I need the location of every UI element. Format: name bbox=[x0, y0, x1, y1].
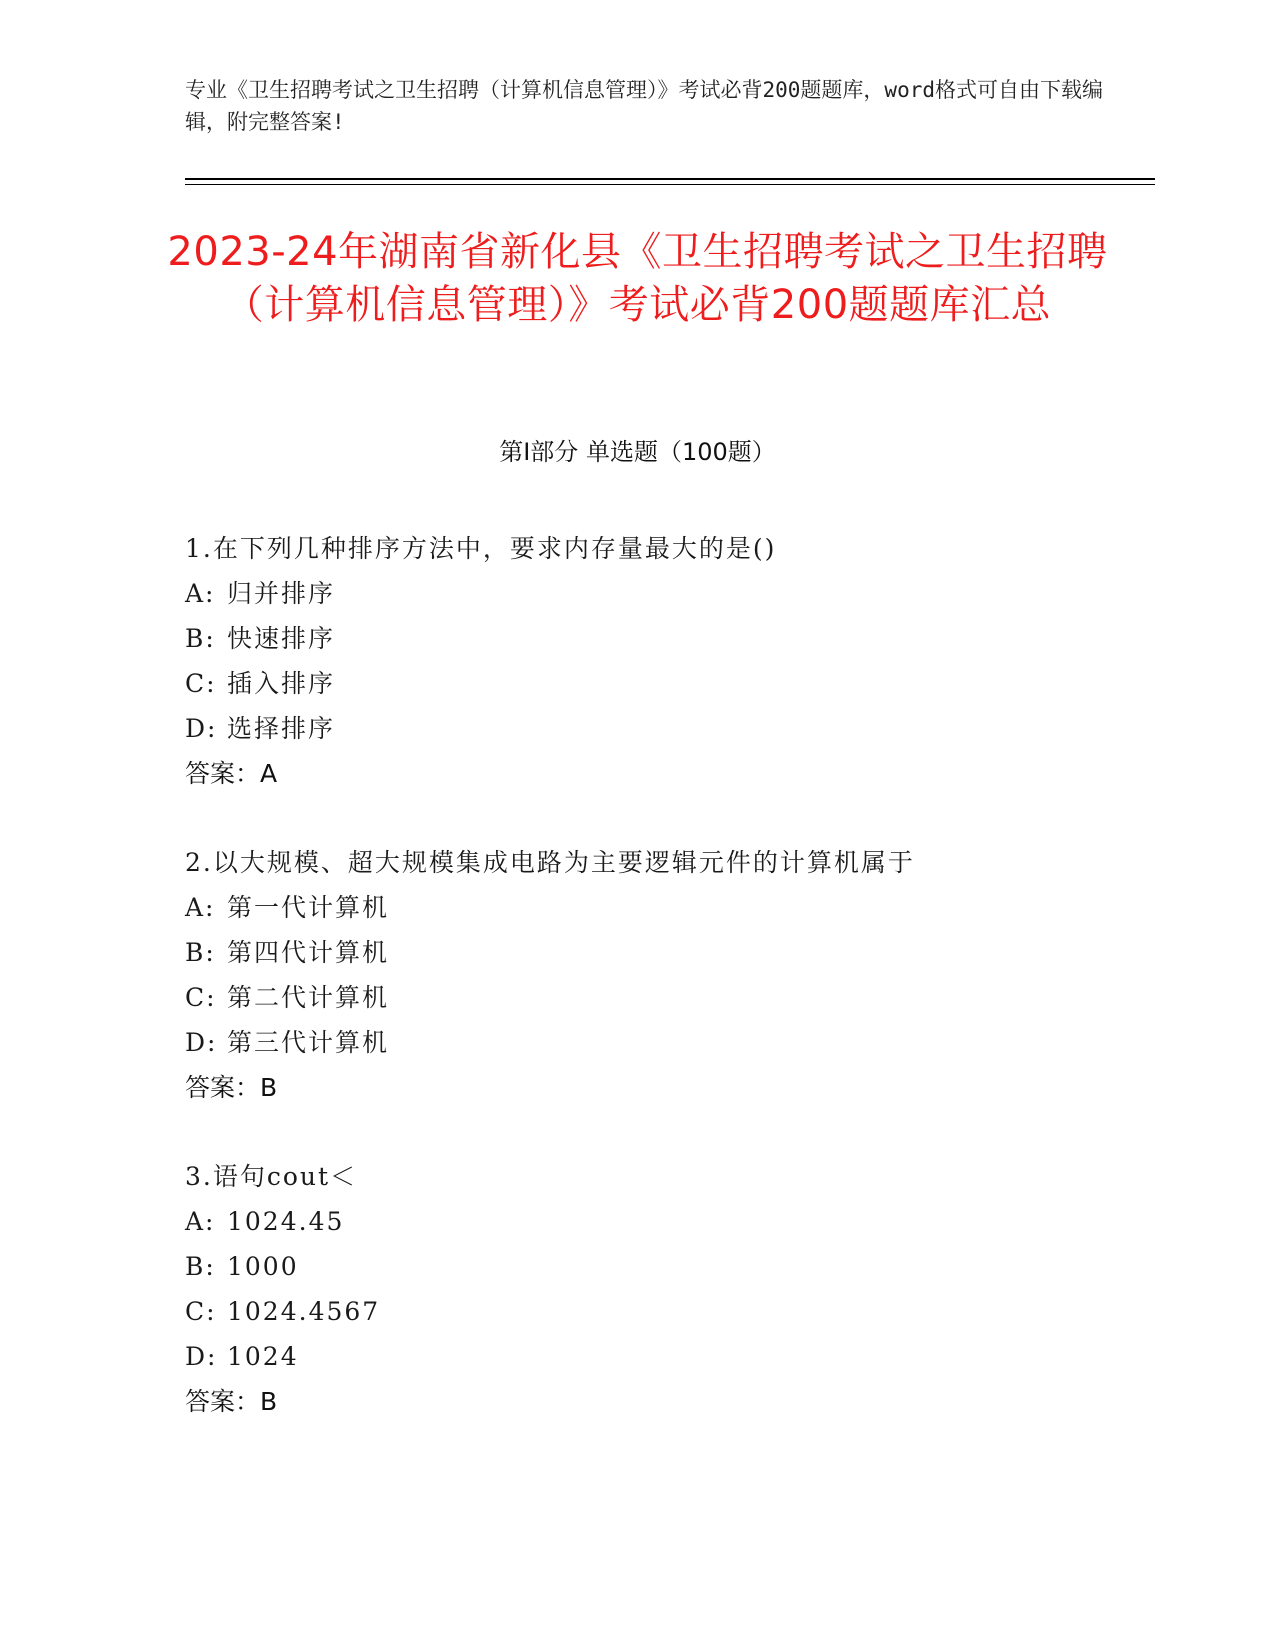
option-d bbox=[185, 1334, 1105, 1379]
option-text: 1024 bbox=[227, 1342, 299, 1371]
answer-line bbox=[185, 1065, 1105, 1110]
header-divider-thin bbox=[185, 184, 1155, 185]
option-key: C: bbox=[185, 983, 217, 1012]
option-text: 第一代计算机 bbox=[227, 893, 390, 922]
question-2 bbox=[185, 840, 1105, 1110]
option-text: 选择排序 bbox=[227, 714, 336, 743]
option-key: A: bbox=[185, 893, 216, 922]
header-divider-thick bbox=[185, 178, 1155, 180]
option-c bbox=[185, 1289, 1105, 1334]
answer-prefix: 答案： bbox=[185, 759, 261, 788]
option-a bbox=[185, 1199, 1105, 1244]
option-key: D: bbox=[185, 1342, 218, 1371]
option-c bbox=[185, 975, 1105, 1020]
option-a bbox=[185, 571, 1105, 616]
option-key: B: bbox=[185, 938, 216, 967]
answer-value: B bbox=[260, 1073, 278, 1102]
option-key: B: bbox=[185, 624, 216, 653]
option-text: 归并排序 bbox=[227, 579, 336, 608]
question-list bbox=[185, 526, 1105, 1468]
question-stem: 2.以大规模、超大规模集成电路为主要逻辑元件的计算机属于 bbox=[185, 848, 915, 877]
option-text: 第二代计算机 bbox=[227, 983, 390, 1012]
option-key: D: bbox=[185, 714, 218, 743]
option-text: 1024.4567 bbox=[227, 1297, 381, 1326]
question-stem: 1.在下列几种排序方法中，要求内存量最大的是() bbox=[185, 534, 777, 563]
option-c bbox=[185, 661, 1105, 706]
option-text: 1000 bbox=[227, 1252, 299, 1281]
option-key: A: bbox=[185, 579, 216, 608]
option-b bbox=[185, 930, 1105, 975]
option-a bbox=[185, 885, 1105, 930]
option-key: A: bbox=[185, 1207, 216, 1236]
answer-value: B bbox=[260, 1387, 278, 1416]
answer-value: A bbox=[260, 759, 278, 788]
question-1 bbox=[185, 526, 1105, 796]
option-key: B: bbox=[185, 1252, 216, 1281]
answer-prefix: 答案： bbox=[185, 1387, 261, 1416]
option-key: D: bbox=[185, 1028, 218, 1057]
question-stem: 3.语句cout＜ bbox=[185, 1162, 358, 1191]
header-note: 专业《卫生招聘考试之卫生招聘（计算机信息管理）》考试必背200题题库，word格式可自由下载编辑，附完整答案! bbox=[185, 78, 1103, 134]
question-3 bbox=[185, 1154, 1105, 1424]
option-key: C: bbox=[185, 669, 217, 698]
option-b bbox=[185, 616, 1105, 661]
option-text: 第四代计算机 bbox=[227, 938, 390, 967]
answer-line bbox=[185, 751, 1105, 796]
option-text: 1024.45 bbox=[227, 1207, 345, 1236]
answer-line bbox=[185, 1379, 1105, 1424]
option-text: 快速排序 bbox=[227, 624, 336, 653]
option-text: 插入排序 bbox=[227, 669, 336, 698]
document-title: 2023-24年湖南省新化县《卫生招聘考试之卫生招聘（计算机信息管理）》考试必背200题题库汇总 bbox=[167, 229, 1108, 328]
option-d bbox=[185, 1020, 1105, 1065]
section-title: 第I部分 单选题（100题） bbox=[499, 438, 776, 466]
option-d bbox=[185, 706, 1105, 751]
answer-prefix: 答案： bbox=[185, 1073, 261, 1102]
option-b bbox=[185, 1244, 1105, 1289]
option-key: C: bbox=[185, 1297, 217, 1326]
option-text: 第三代计算机 bbox=[227, 1028, 390, 1057]
